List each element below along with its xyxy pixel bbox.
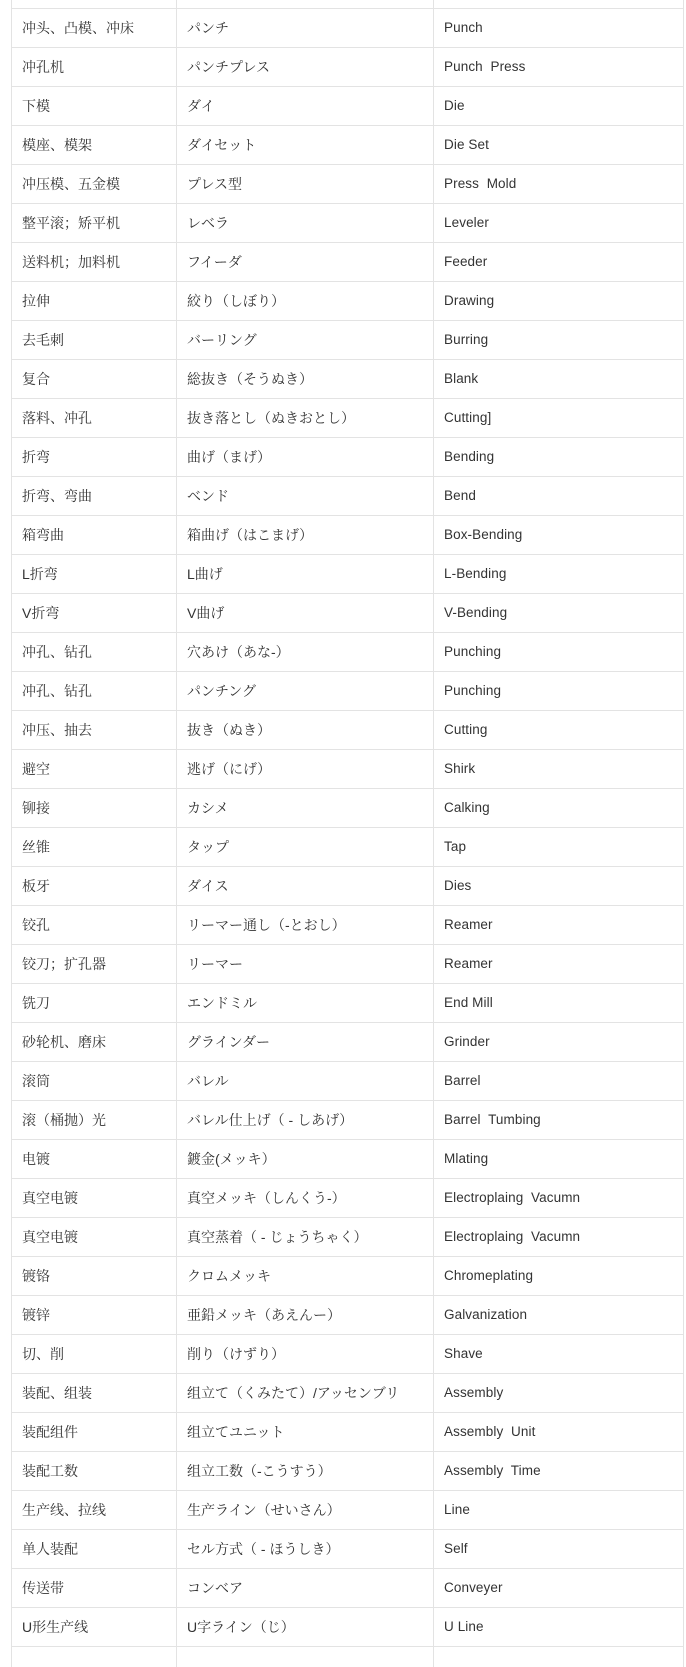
cell-japanese: 组立工数（-こうすう） (177, 1452, 434, 1491)
cell-japanese: エンドミル (177, 984, 434, 1023)
cell-chinese: 去毛刺 (12, 321, 177, 360)
cell-english: Bending (434, 438, 684, 477)
cell-chinese: 单人装配 (12, 1530, 177, 1569)
cell-chinese: 下模 (12, 87, 177, 126)
cell-japanese: クロムメッキ (177, 1257, 434, 1296)
cell-japanese: 真空メッキ（しんくう-） (177, 1179, 434, 1218)
cell-japanese: ダイス (177, 867, 434, 906)
table-row (12, 789, 684, 828)
table-row (12, 1452, 684, 1491)
cell-japanese: パンチプレス (177, 48, 434, 87)
cell-english: Assembly (434, 1374, 684, 1413)
table-row (12, 633, 684, 672)
cell-japanese: 组立てユニット (177, 1413, 434, 1452)
cell-english: Reamer (434, 945, 684, 984)
cell-chinese: 送料机；加料机 (12, 243, 177, 282)
cell-japanese: 穴あけ（あな-） (177, 633, 434, 672)
cell-japanese: 総抜き（そうぬき） (177, 360, 434, 399)
cell-chinese: 装配、组装 (12, 1374, 177, 1413)
cell-japanese: L曲げ (177, 555, 434, 594)
glossary-table (11, 0, 684, 1667)
cell-japanese: リーマー通し（-とおし） (177, 906, 434, 945)
table-row (12, 594, 684, 633)
cell-english: Calking (434, 789, 684, 828)
cell-japanese: セル方式（ - ほうしき） (177, 1530, 434, 1569)
cell-chinese: 砂轮机、磨床 (12, 1023, 177, 1062)
table-row (12, 984, 684, 1023)
table-row (12, 1608, 684, 1647)
table-row (12, 1101, 684, 1140)
cell-japanese: 真空蒸着（ - じょうちゃく） (177, 1218, 434, 1257)
cell-english: Feeder (434, 243, 684, 282)
cell-japanese: プレス型 (177, 165, 434, 204)
cell-japanese: 鍍金(メッキ） (177, 1140, 434, 1179)
cell-chinese: 冲头、凸模、冲床 (12, 9, 177, 48)
table-row (12, 477, 684, 516)
cell-english: Assembly Unit (434, 1413, 684, 1452)
cell-english: Punch (434, 9, 684, 48)
cell-english: Bend (434, 477, 684, 516)
cell-chinese: 模座、模架 (12, 126, 177, 165)
cell-japanese: 絞り（しぼり） (177, 282, 434, 321)
cell-chinese: 丝锥 (12, 828, 177, 867)
cell-english: L-Bending (434, 555, 684, 594)
cell-english: Self (434, 1530, 684, 1569)
cell-japanese: ダイセット (177, 126, 434, 165)
cell-chinese: 冲孔、钻孔 (12, 672, 177, 711)
table-row (12, 360, 684, 399)
cell-chinese: 切、削 (12, 1335, 177, 1374)
cell-japanese: 组立て（くみたて）/アッセンブリ (177, 1374, 434, 1413)
table-row (12, 9, 684, 48)
cell-chinese: 冲孔、钻孔 (12, 633, 177, 672)
cell-english: Chromeplating (434, 1257, 684, 1296)
cell-japanese: 削り（けずり） (177, 1335, 434, 1374)
table-row (12, 1023, 684, 1062)
cell-chinese: 避空 (12, 750, 177, 789)
table-row (12, 438, 684, 477)
table-row (12, 1179, 684, 1218)
cell-chinese: L折弯 (12, 555, 177, 594)
table-row (12, 906, 684, 945)
cell-english: Shave (434, 1335, 684, 1374)
table-row (12, 321, 684, 360)
table-row (12, 48, 684, 87)
cell-chinese (12, 1647, 177, 1667)
table-row (12, 672, 684, 711)
cell-english (434, 1647, 684, 1667)
table-row (12, 1335, 684, 1374)
cell-japanese: レベラ (177, 204, 434, 243)
cell-english: Galvanization (434, 1296, 684, 1335)
cell-chinese: 铣刀 (12, 984, 177, 1023)
cell-english: Barrel Tumbing (434, 1101, 684, 1140)
cell-chinese: 整平滚；矫平机 (12, 204, 177, 243)
cell-japanese: フイーダ (177, 243, 434, 282)
cell-chinese: 复合 (12, 360, 177, 399)
table-row (12, 1374, 684, 1413)
cell-chinese: 镀铬 (12, 1257, 177, 1296)
cell-chinese: 电镀 (12, 1140, 177, 1179)
cell-japanese: リーマー (177, 945, 434, 984)
cell-chinese: 冲孔机 (12, 48, 177, 87)
cell-chinese: V折弯 (12, 594, 177, 633)
cell-chinese: 冲压模、五金模 (12, 165, 177, 204)
table-row (12, 126, 684, 165)
cell-japanese: 生产ライン（せいさん） (177, 1491, 434, 1530)
table-row (12, 282, 684, 321)
cell-english: Conveyer (434, 1569, 684, 1608)
table-row (12, 165, 684, 204)
table-row (12, 1062, 684, 1101)
table-row (12, 555, 684, 594)
cell-english: Die (434, 87, 684, 126)
cell-english: Line (434, 1491, 684, 1530)
cell-english: Cutting] (434, 399, 684, 438)
cell-english: Blank (434, 360, 684, 399)
table-row (12, 1530, 684, 1569)
cell-chinese: 滚（桶抛）光 (12, 1101, 177, 1140)
table-row (12, 204, 684, 243)
cell-japanese (177, 1647, 434, 1667)
table-row (12, 1569, 684, 1608)
cell-english: Cutting (434, 711, 684, 750)
cell-english: Barrel (434, 1062, 684, 1101)
table-row (12, 243, 684, 282)
cell-japanese: 抜き（ぬき） (177, 711, 434, 750)
table-row (12, 1413, 684, 1452)
cell-japanese: 箱曲げ（はこまげ） (177, 516, 434, 555)
table-row (12, 1218, 684, 1257)
cell-japanese: 逃げ（にげ） (177, 750, 434, 789)
table-row (12, 711, 684, 750)
table-row (12, 1257, 684, 1296)
table-row (12, 87, 684, 126)
table-row-partial-bottom (12, 1647, 684, 1667)
cell-english: Punching (434, 633, 684, 672)
cell-japanese: 亜鉛メッキ（あえんー） (177, 1296, 434, 1335)
cell-english: V-Bending (434, 594, 684, 633)
cell-english: Punch Press (434, 48, 684, 87)
cell-chinese: 装配工数 (12, 1452, 177, 1491)
cell-chinese: 真空电镀 (12, 1179, 177, 1218)
cell-chinese: 装配组件 (12, 1413, 177, 1452)
cell-chinese: 传送带 (12, 1569, 177, 1608)
cell-japanese: タップ (177, 828, 434, 867)
table-row (12, 828, 684, 867)
cell-english: Box-Bending (434, 516, 684, 555)
cell-chinese: 滚筒 (12, 1062, 177, 1101)
cell-english: End Mill (434, 984, 684, 1023)
cell-japanese: バーリング (177, 321, 434, 360)
cell-japanese: バレル仕上げ（ - しあげ） (177, 1101, 434, 1140)
cell-japanese: V曲げ (177, 594, 434, 633)
cell-japanese: ベンド (177, 477, 434, 516)
cell-chinese: 落料、冲孔 (12, 399, 177, 438)
cell-chinese: 折弯、弯曲 (12, 477, 177, 516)
cell-japanese: U字ライン（じ） (177, 1608, 434, 1647)
cell-chinese: U形生产线 (12, 1608, 177, 1647)
cell-chinese: 箱弯曲 (12, 516, 177, 555)
cell-english: Die Set (434, 126, 684, 165)
cell-english: Mlating (434, 1140, 684, 1179)
cell-japanese: バレル (177, 1062, 434, 1101)
cell-english: Punching (434, 672, 684, 711)
cell-chinese: 生产线、拉线 (12, 1491, 177, 1530)
cell-chinese: 板牙 (12, 867, 177, 906)
cell-english: Press Mold (434, 165, 684, 204)
table-row (12, 1140, 684, 1179)
glossary-table-body (12, 0, 684, 1667)
cell-english: Assembly Time (434, 1452, 684, 1491)
cell-japanese: パンチング (177, 672, 434, 711)
cell-japanese: 抜き落とし（ぬきおとし） (177, 399, 434, 438)
cell-chinese: 拉伸 (12, 282, 177, 321)
cell-chinese: 铰孔 (12, 906, 177, 945)
cell-english: Shirk (434, 750, 684, 789)
table-row (12, 867, 684, 906)
cell-chinese: 铰刀；扩孔器 (12, 945, 177, 984)
cell-chinese (12, 0, 177, 9)
cell-japanese: パンチ (177, 9, 434, 48)
cell-english: Electroplaing Vacumn (434, 1179, 684, 1218)
cell-english: Grinder (434, 1023, 684, 1062)
cell-english: Dies (434, 867, 684, 906)
cell-japanese: コンベア (177, 1569, 434, 1608)
cell-english: U Line (434, 1608, 684, 1647)
table-row (12, 399, 684, 438)
cell-japanese (177, 0, 434, 9)
cell-chinese: 铆接 (12, 789, 177, 828)
cell-japanese: グラインダー (177, 1023, 434, 1062)
cell-english: Electroplaing Vacumn (434, 1218, 684, 1257)
cell-japanese: ダイ (177, 87, 434, 126)
cell-english: Tap (434, 828, 684, 867)
cell-english: Burring (434, 321, 684, 360)
cell-chinese: 镀锌 (12, 1296, 177, 1335)
table-row (12, 516, 684, 555)
cell-english (434, 0, 684, 9)
cell-english: Leveler (434, 204, 684, 243)
table-row (12, 1296, 684, 1335)
cell-chinese: 冲压、抽去 (12, 711, 177, 750)
cell-english: Drawing (434, 282, 684, 321)
table-row (12, 945, 684, 984)
cell-japanese: カシメ (177, 789, 434, 828)
cell-chinese: 折弯 (12, 438, 177, 477)
cell-japanese: 曲げ（まげ） (177, 438, 434, 477)
table-row-partial-top (12, 0, 684, 9)
cell-chinese: 真空电镀 (12, 1218, 177, 1257)
table-row (12, 750, 684, 789)
cell-english: Reamer (434, 906, 684, 945)
table-row (12, 1491, 684, 1530)
